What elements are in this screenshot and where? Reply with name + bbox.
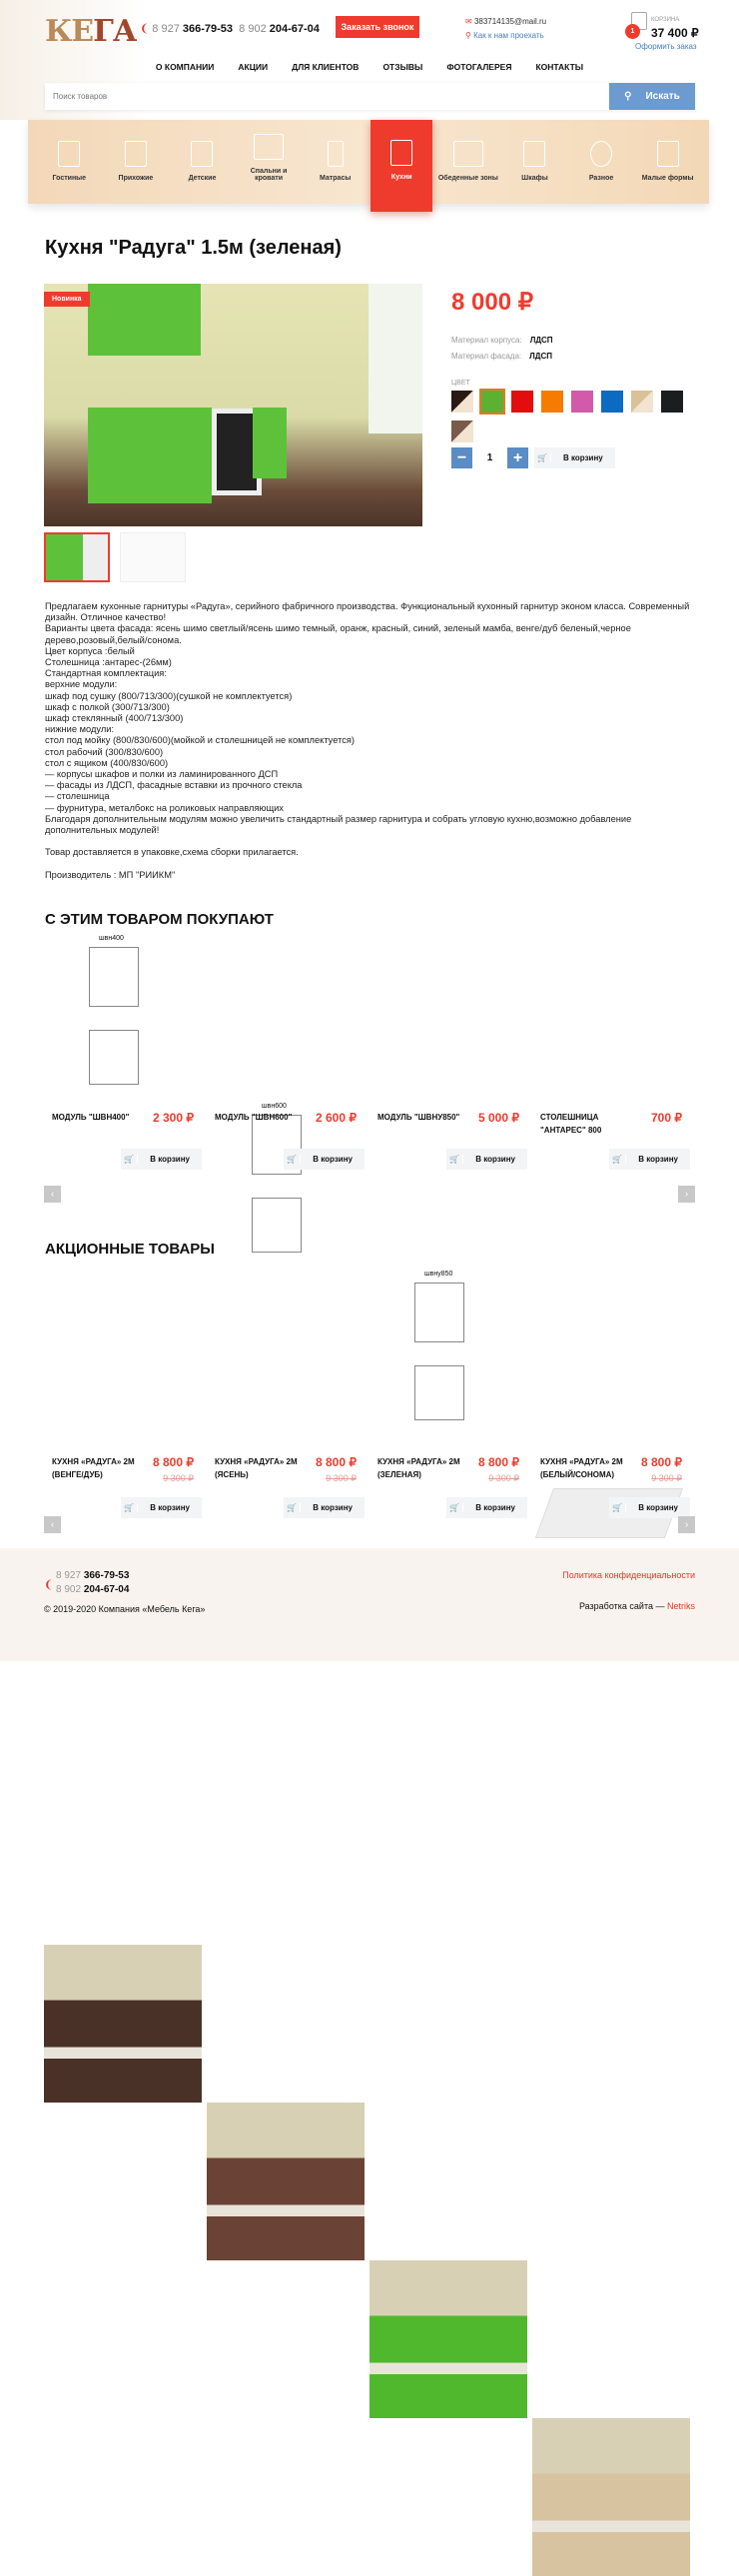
product-card-image[interactable] [370,1271,527,1438]
phone-icon: ❨ [44,1579,54,1591]
quantity-stepper [451,447,615,468]
color-swatches [451,391,701,450]
nav-reviews[interactable]: ОТЗЫВЫ [382,62,423,72]
add-to-cart-button[interactable]: 🛒 В корзину [121,1497,202,1518]
category-bedroom[interactable]: Спальни и кровати [238,134,300,182]
cart-icon: 🛒 [284,1155,301,1164]
footer [0,1548,739,1661]
old-price: 9 300 ₽ [163,1473,194,1483]
module-drawing [414,1283,464,1342]
phone-1[interactable]: 366-79-53 [182,23,234,35]
search-icon: ⚲ [624,91,632,102]
product-price: 8 800 ₽ [641,1455,682,1469]
wardrobe-icon [523,141,545,167]
cart-icon: 🛒 [534,453,551,462]
category-wardrobes[interactable]: Шкафы [503,141,565,182]
email-link[interactable]: ✉ 383714135@mail.ru [465,17,547,26]
product-name[interactable]: СТОЛЕШНИЦА "АНТАРЕС" 800 [540,1113,602,1135]
cart-icon: 🛒 [609,1155,626,1164]
add-to-cart-button[interactable]: 🛒 В корзину [609,1497,690,1518]
crib-icon [191,141,213,167]
privacy-link[interactable]: Политика конфиденциальности [562,1570,695,1580]
cart-icon: 🛒 [609,1503,626,1512]
nav-clients[interactable]: ДЛЯ КЛИЕНТОВ [292,62,360,72]
window [369,284,422,433]
drawing-label: швн400 [99,935,124,942]
product-card [44,1455,202,1525]
kitchen-icon [390,140,412,166]
color-swatch[interactable] [601,391,623,413]
module-drawing [414,1365,464,1420]
page-title: Кухня "Радуга" 1.5м (зеленая) [45,237,342,259]
add-to-cart-button[interactable]: 🛒 В корзину [121,1149,202,1170]
product-name[interactable]: МОДУЛЬ "ШВН400" [52,1113,130,1122]
cart-label: КОРЗИНА [651,17,680,23]
product-name[interactable]: КУХНЯ «РАДУГА» 2М (ВЕНГЕ/ДУБ) [52,1457,135,1479]
old-price: 9 300 ₽ [326,1473,357,1483]
promo-next-arrow[interactable]: › [678,1516,695,1533]
hallway-icon [125,141,147,167]
color-swatch[interactable] [451,391,473,413]
product-price: 5 000 ₽ [478,1111,519,1125]
product-card [532,1111,690,1181]
phone-icon: ❨ [140,23,150,35]
main-nav [0,62,739,72]
color-label: ЦВЕТ [451,380,470,387]
nav-about[interactable]: О КОМПАНИИ [155,62,215,72]
product-description: Предлагаем кухонные гарнитуры «Радуга», серийного фабричного производства. Функциональный кухонный гарнитур эконом класса. Современный дизайн. Отличное качество! Варианты цвета фасада: ясень шимо светлый/ясень шимо темный, оранж, красный, синий, зеленый мамба, венге/дуб беленый,черное дерево,розовый,белый/сонома. Цвет корпуса :белый Столешница :антарес-(26мм) Стандартная комплектация: верхние модули: шкаф под сушку (800/713/300)(сушкой не комплектуется) шкаф с полкой (300/713/300) шкаф стеклянный (400/713/300) нижние модули: стол под мойку (800/830/600)(мойкой и столешницей не комплектуется) стол рабочий (300/830/600) стол с ящиком (400/830/600) — корпусы шкафов и полки из ламинированного ДСП — фасады из ЛДСП, фасадные вставки из прочного стекла — столешница — фурнитура, металбокс на роликовых направляющих Благодаря дополнительным модулям можно увеличить стандартный размер гарнитура и собрать угловую кухню,возможно добавление дополнительных модулей! Товар доставляется в упаковке,схема сборки прилагается. Производитель : МП "РИИКМ" [45,601,690,880]
thumbnail-1[interactable] [44,532,110,582]
add-to-cart-button[interactable]: 🛒 В корзину [284,1149,365,1170]
color-swatch[interactable] [631,391,653,413]
drawing-label: швну850 [424,1271,453,1278]
cart-icon: 🛒 [446,1155,463,1164]
prop-body: Материал корпуса: ЛДСП [451,336,553,345]
category-living[interactable]: Гостиные [38,141,100,182]
category-kitchen[interactable]: Кухни [370,120,432,212]
product-card [532,1455,690,1525]
cart-icon: 🛒 [446,1503,463,1512]
logo[interactable]: КЕГА [45,14,137,49]
mattress-icon [328,141,344,167]
lower-cabinets [88,408,212,503]
product-card-image[interactable] [44,935,202,1103]
add-to-cart-button[interactable]: 🛒 В корзину [446,1149,527,1170]
nav-gallery[interactable]: ФОТОГАЛЕРЕЯ [446,62,512,72]
copyright: © 2019-2020 Компания «Мебель Кега» [44,1604,206,1614]
module-drawing [252,1198,302,1253]
nav-contacts[interactable]: КОНТАКТЫ [535,62,584,72]
add-to-cart-button[interactable]: 🛒 В корзину [609,1149,690,1170]
callback-button[interactable]: Заказать звонок [336,16,419,38]
product-name[interactable]: МОДУЛЬ "ШВН600" [215,1113,293,1122]
category-misc[interactable]: Разное [570,141,632,182]
product-card [370,1455,527,1525]
nav-sales[interactable]: АКЦИИ [238,62,269,72]
color-swatch[interactable] [571,391,593,413]
product-price: 2 300 ₽ [153,1111,194,1125]
old-price: 9 300 ₽ [488,1473,519,1483]
category-bar [28,120,709,204]
promo-title: АКЦИОННЫЕ ТОВАРЫ [45,1241,215,1258]
dining-table-icon [453,141,483,167]
product-price: 8 800 ₽ [316,1455,357,1469]
location-pin-icon: ⚲ [465,31,471,40]
developer-credit: Разработка сайта — Netriks [578,1601,695,1611]
thumbnail-2[interactable] [120,532,186,582]
cart-count-badge: 1 [625,24,640,39]
product-card [44,1111,202,1181]
drawer-icon [657,141,679,167]
product-card [207,1455,365,1525]
product-card-image[interactable] [532,2418,690,2576]
header-phones: ❨ 8 927 366-79-53 8 902 204-67-04 [140,23,320,35]
category-kids[interactable]: Детские [171,141,233,182]
footer-phone-1[interactable]: 8 927 366-79-53 [56,1570,130,1581]
cart-total: 37 400 ₽ [651,26,699,40]
cart-icon: 🛒 [121,1503,138,1512]
color-swatch[interactable] [511,391,533,413]
category-small[interactable]: Малые формы [637,141,699,182]
product-price: 700 ₽ [651,1111,682,1125]
product-name[interactable]: МОДУЛЬ "ШВНУ850" [377,1113,460,1122]
module-drawing [89,1030,139,1085]
related-next-arrow[interactable]: › [678,1186,695,1203]
prop-facade: Материал фасада: ЛДСП [451,352,552,361]
chair-icon [590,141,612,167]
module-drawing [89,947,139,1007]
developer-link[interactable]: Netriks [666,1601,695,1611]
cart-icon: 🛒 [121,1155,138,1164]
category-mattress[interactable]: Матрасы [305,141,367,182]
product-price: 8 800 ₽ [478,1455,519,1469]
category-dining[interactable]: Обеденные зоны [437,141,499,182]
related-title: С ЭТИМ ТОВАРОМ ПОКУПАЮТ [45,911,274,928]
add-to-cart-button[interactable]: 🛒 В корзину [446,1497,527,1518]
color-swatch[interactable] [541,391,563,413]
search-button[interactable]: ⚲ Искать [609,83,695,110]
checkout-link[interactable]: Оформить заказ [635,42,697,51]
product-card-image[interactable] [207,2103,365,2260]
product-price: 8 000 ₽ [451,289,533,316]
drawer-unit [253,408,287,478]
promo-prev-arrow[interactable]: ‹ [44,1516,61,1533]
drawing-label: швн600 [262,1103,287,1110]
add-to-cart-button[interactable]: 🛒 В корзину [534,447,615,468]
related-prev-arrow[interactable]: ‹ [44,1186,61,1203]
product-name[interactable]: КУХНЯ «РАДУГА» 2М (БЕЛЫЙ/СОНОМА) [540,1457,623,1479]
product-photo[interactable] [44,284,422,526]
email-icon: ✉ [465,17,472,26]
product-price: 8 800 ₽ [153,1455,194,1469]
tv-stand-icon [58,141,80,167]
color-swatch[interactable] [481,391,503,413]
product-card-image[interactable] [44,1945,202,2103]
color-swatch[interactable] [451,421,473,442]
new-badge: Новинка [44,292,90,307]
add-to-cart-button[interactable]: 🛒 В корзину [284,1497,365,1518]
quantity-input[interactable]: 1 [486,452,493,463]
product-card [207,1111,365,1181]
category-hallway[interactable]: Прихожие [105,141,167,182]
upper-cabinets [88,284,201,356]
search-bar [45,83,695,110]
increase-button[interactable]: + [507,447,528,468]
phone-2[interactable]: 204-67-04 [269,23,320,35]
footer-phone-2[interactable]: 8 902 204-67-04 [56,1584,130,1595]
color-swatch[interactable] [661,391,683,413]
product-name[interactable]: КУХНЯ «РАДУГА» 2М (ЗЕЛЕНАЯ) [377,1457,460,1479]
product-name[interactable]: КУХНЯ «РАДУГА» 2М (ЯСЕНЬ) [215,1457,298,1479]
product-card [370,1111,527,1181]
product-price: 2 600 ₽ [316,1111,357,1125]
route-link[interactable]: ⚲ Как к нам проехать [465,31,544,40]
search-input[interactable] [45,83,604,110]
old-price: 9 300 ₽ [651,1473,682,1483]
product-card-image[interactable] [370,2260,527,2418]
decrease-button[interactable]: − [451,447,472,468]
cart-icon: 🛒 [284,1503,301,1512]
bed-icon [254,134,284,160]
